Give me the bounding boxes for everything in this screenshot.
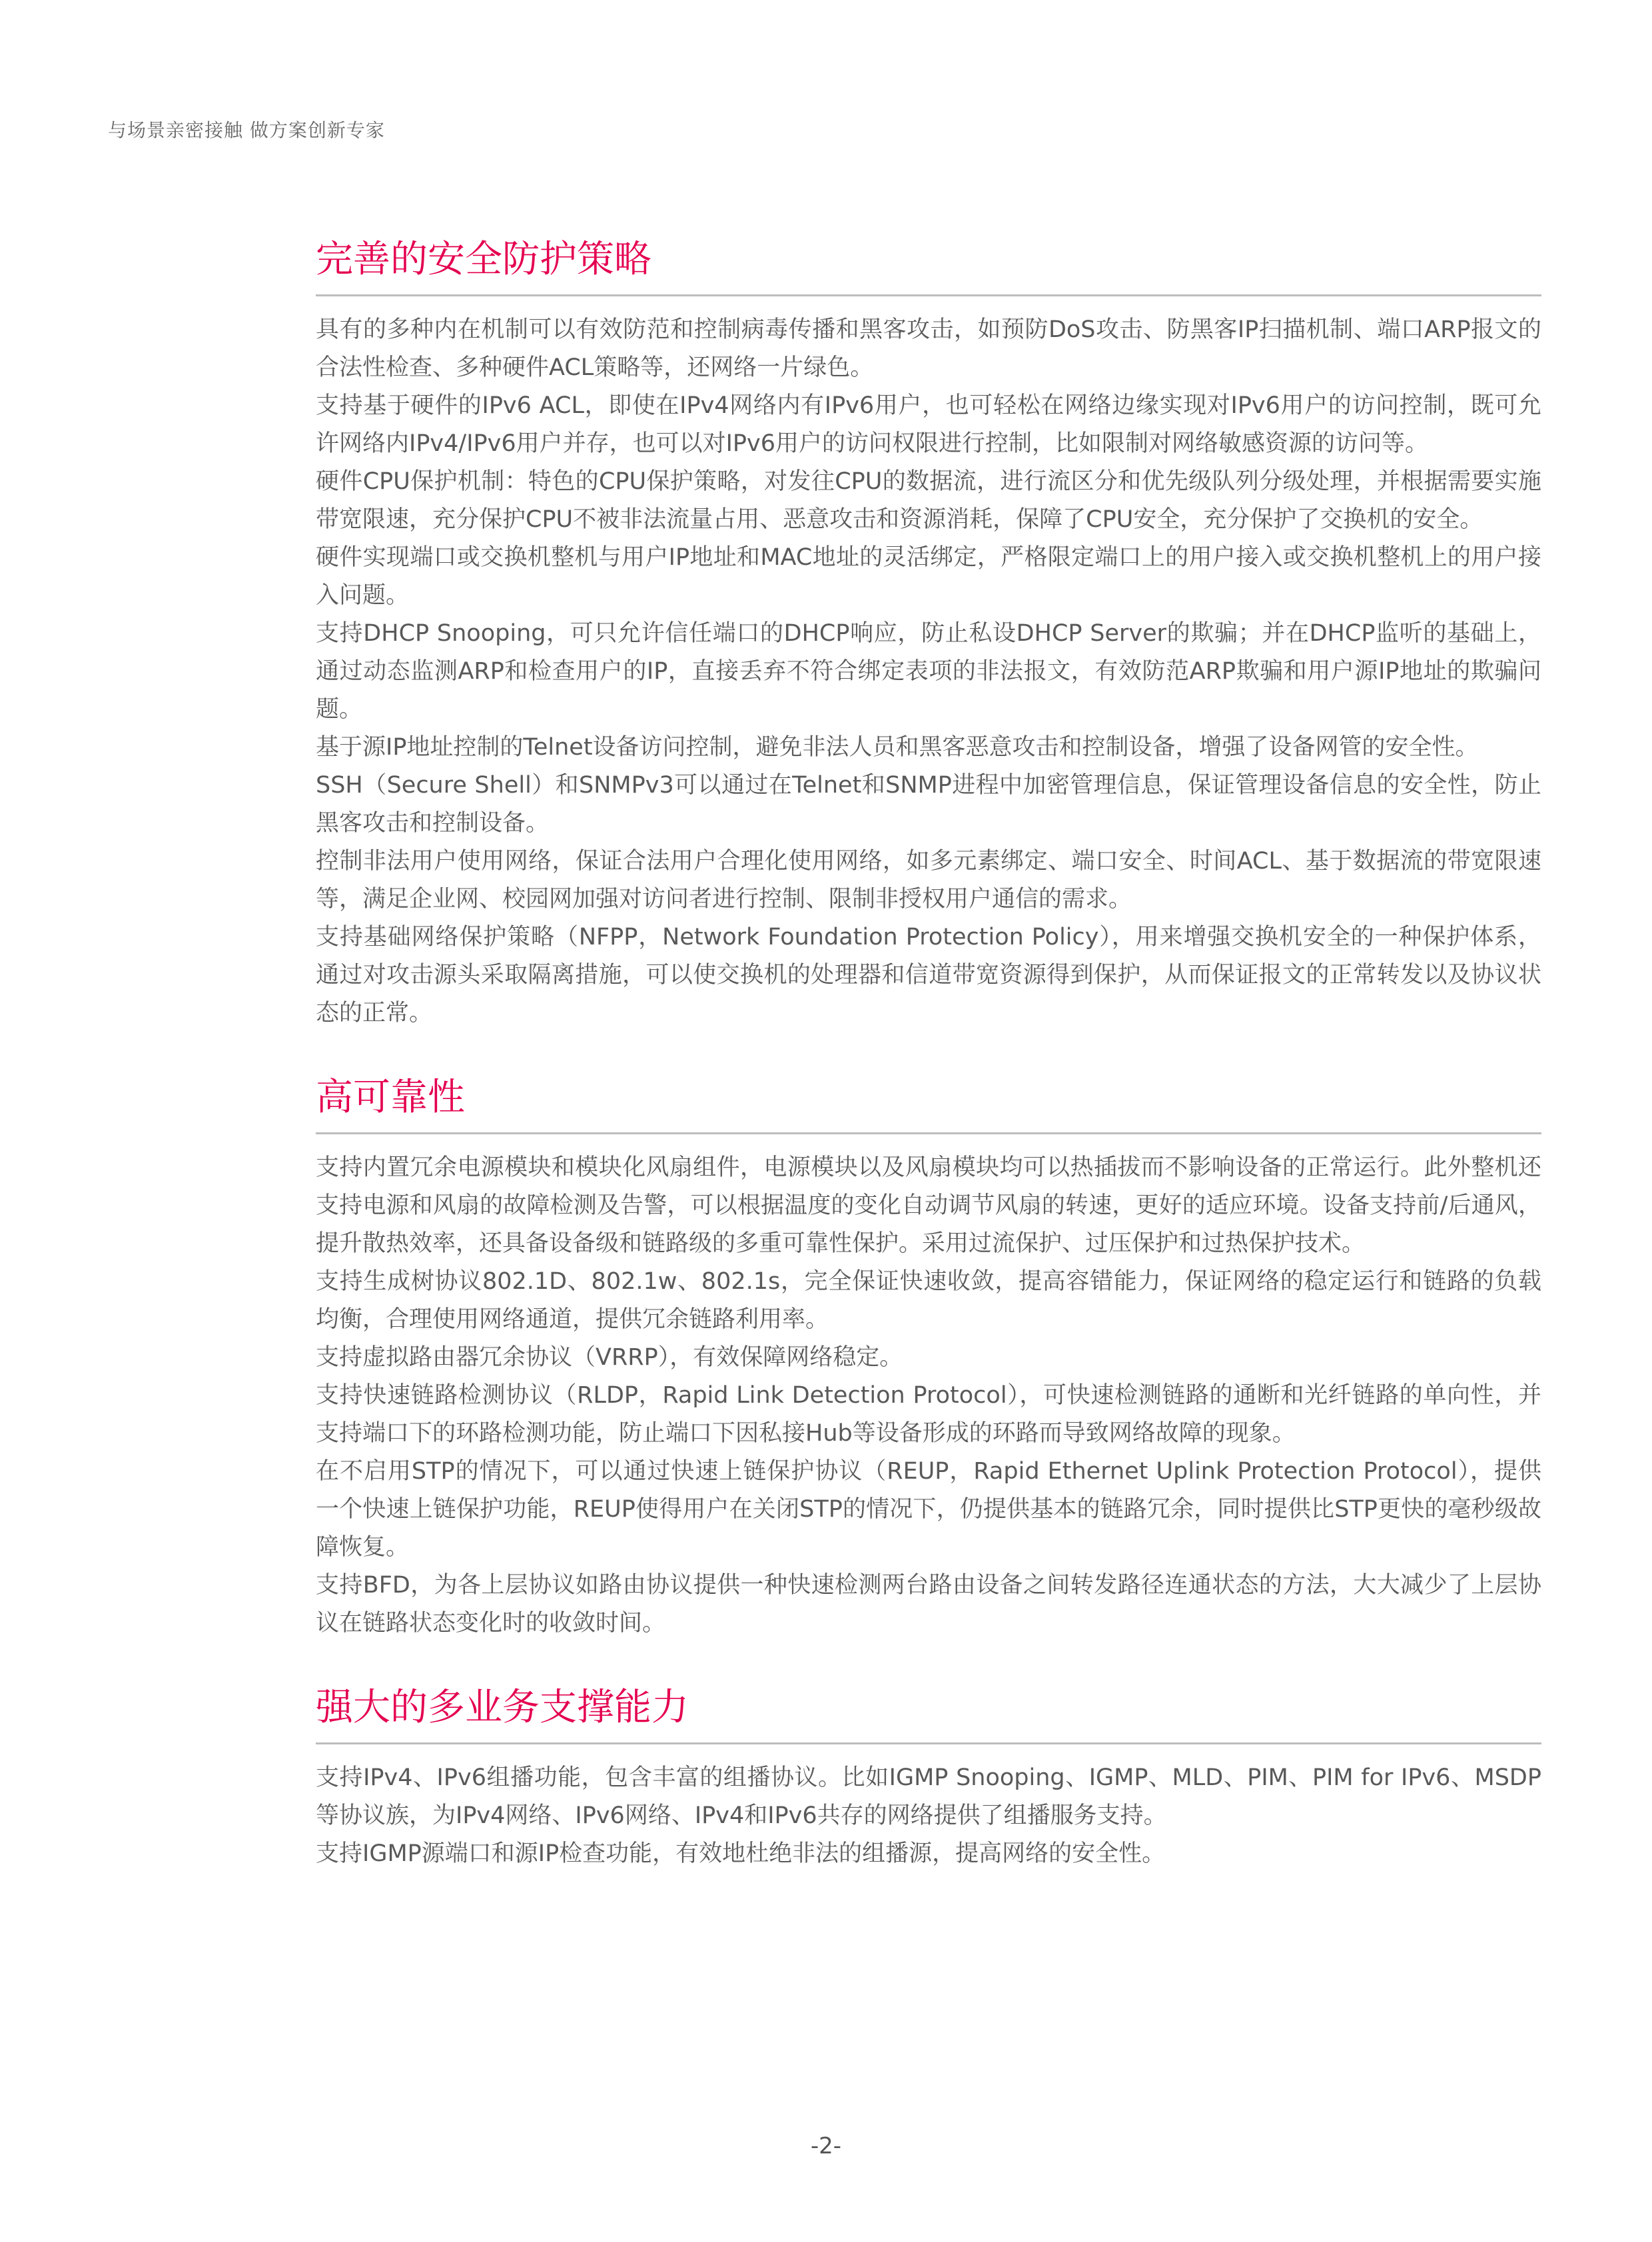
paragraph: 控制非法用户使用网络，保证合法用户合理化使用网络，如多元素绑定、端口安全、时间ACL、基于数据流的带宽限速等，满足企业网、校园网加强对访问者进行控制、限制非授权用户通信的需求。 <box>316 848 1541 913</box>
paragraph: 支持IPv4、IPv6组播功能，包含丰富的组播协议。比如IGMP Snooping、IGMP、MLD、PIM、PIM for IPv6、MSDP等协议族，为IPv4网络、IPv6网络、IPv4和IPv6共存的网络提供了组播服务支持。 <box>316 1764 1541 1829</box>
section-title: 高可靠性 <box>316 1071 1541 1134</box>
section-multiservice <box>316 1681 1541 1873</box>
paragraph: 支持基础网络保护策略（NFPP，Network Foundation Protection Policy），用来增强交换机安全的一种保护体系，通过对攻击源头采取隔离措施，可以使交换机的处理器和信道带宽资源得到保护，从而保证报文的正常转发以及协议状态的正常。 <box>316 924 1541 1026</box>
section-security <box>316 233 1541 1032</box>
paragraph: 支持生成树协议802.1D、802.1w、802.1s，完全保证快速收敛，提高容错能力，保证网络的稳定运行和链路的负载均衡，合理使用网络通道，提供冗余链路利用率。 <box>316 1268 1541 1333</box>
paragraph: 硬件实现端口或交换机整机与用户IP地址和MAC地址的灵活绑定，严格限定端口上的用户接入或交换机整机上的用户接入问题。 <box>316 544 1541 609</box>
paragraph: 在不启用STP的情况下，可以通过快速上链保护协议（REUP，Rapid Ethernet Uplink Protection Protocol），提供一个快速上链保护功能，REUP使得用户在关闭STP的情况下，仍提供基本的链路冗余，同时提供比STP更快的毫秒级故障恢复。 <box>316 1458 1541 1561</box>
paragraph: 支持DHCP Snooping，可只允许信任端口的DHCP响应，防止私设DHCP Server的欺骗；并在DHCP监听的基础上，通过动态监测ARP和检查用户的IP，直接丢弃不符合绑定表项的非法报文，有效防范ARP欺骗和用户源IP地址的欺骗问题。 <box>316 620 1541 723</box>
section-reliability <box>316 1071 1541 1643</box>
page-number: -2- <box>810 2133 842 2159</box>
paragraph: SSH（Secure Shell）和SNMPv3可以通过在Telnet和SNMP进程中加密管理信息，保证管理设备信息的安全性，防止黑客攻击和控制设备。 <box>316 772 1541 837</box>
paragraph: 基于源IP地址控制的Telnet设备访问控制，避免非法人员和黑客恶意攻击和控制设备，增强了设备网管的安全性。 <box>316 734 1479 761</box>
paragraph: 支持内置冗余电源模块和模块化风扇组件，电源模块以及风扇模块均可以热插拔而不影响设备的正常运行。此外整机还支持电源和风扇的故障检测及告警，可以根据温度的变化自动调节风扇的转速，更好的适应环境。设备支持前/后通风，提升散热效率，还具备设备级和链路级的多重可靠性保护。采用过流保护、过压保护和过热保护技术。 <box>316 1154 1541 1257</box>
paragraph: 支持快速链路检测协议（RLDP，Rapid Link Detection Protocol），可快速检测链路的通断和光纤链路的单向性，并支持端口下的环路检测功能，防止端口下因私接Hub等设备形成的环路而导致网络故障的现象。 <box>316 1382 1541 1447</box>
main-content <box>316 233 1541 1912</box>
paragraph: 支持IGMP源端口和源IP检查功能，有效地杜绝非法的组播源，提高网络的安全性。 <box>316 1840 1166 1867</box>
paragraph: 具有的多种内在机制可以有效防范和控制病毒传播和黑客攻击，如预防DoS攻击、防黑客IP扫描机制、端口ARP报文的合法性检查、多种硬件ACL策略等，还网络一片绿色。 <box>316 316 1541 381</box>
section-body <box>316 1759 1541 1873</box>
section-title: 完善的安全防护策略 <box>316 233 1541 296</box>
section-title: 强大的多业务支撑能力 <box>316 1681 1541 1744</box>
paragraph: 支持基于硬件的IPv6 ACL，即使在IPv4网络内有IPv6用户，也可轻松在网络边缘实现对IPv6用户的访问控制，既可允许网络内IPv4/IPv6用户并存，也可以对IPv6用户的访问权限进行控制，比如限制对网络敏感资源的访问等。 <box>316 392 1541 457</box>
paragraph: 硬件CPU保护机制：特色的CPU保护策略，对发往CPU的数据流，进行流区分和优先级队列分级处理，并根据需要实施带宽限速，充分保护CPU不被非法流量占用、恶意攻击和资源消耗，保障了CPU安全，充分保护了交换机的安全。 <box>316 468 1541 533</box>
paragraph: 支持BFD，为各上层协议如路由协议提供一种快速检测两台路由设备之间转发路径连通状态的方法，大大减少了上层协议在链路状态变化时的收敛时间。 <box>316 1572 1541 1637</box>
header-tagline: 与场景亲密接触 做方案创新专家 <box>108 119 385 141</box>
section-body <box>316 311 1541 1032</box>
section-body <box>316 1149 1541 1643</box>
paragraph: 支持虚拟路由器冗余协议（VRRP），有效保障网络稳定。 <box>316 1344 903 1371</box>
